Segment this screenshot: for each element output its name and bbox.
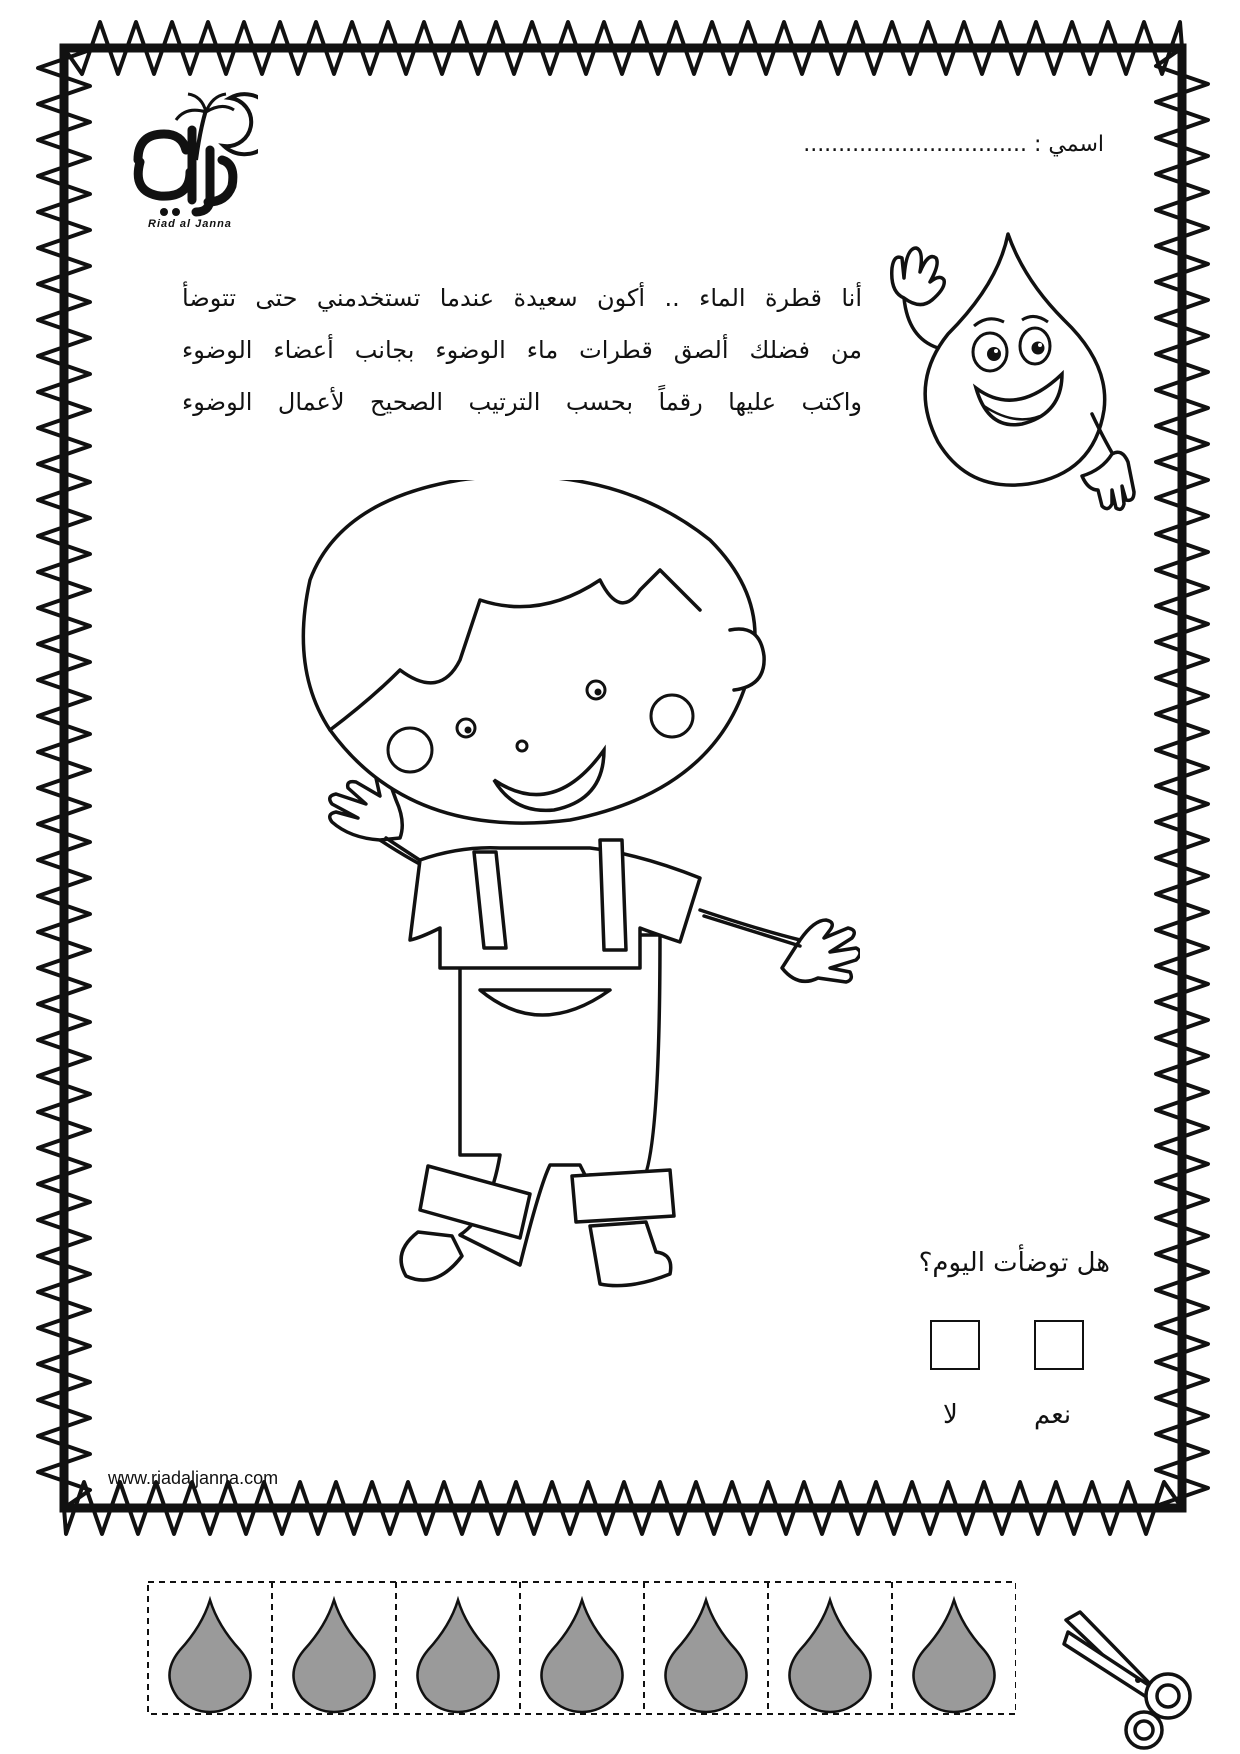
name-blank: ................................ <box>803 132 1027 157</box>
boy-illustration-icon <box>300 480 860 1310</box>
water-drop-character-icon <box>880 228 1140 528</box>
instruction-line: أنا قطرة الماء .. أكون سعيدة عندما تستخدمني حتى تتوضأ <box>182 284 862 312</box>
instruction-line: من فضلك ألصق قطرات ماء الوضوء بجانب أعضاء الوضوء <box>182 336 862 364</box>
cut-drop-icon[interactable] <box>417 1600 498 1712</box>
no-label: لا <box>943 1400 958 1430</box>
cut-drop-icon[interactable] <box>293 1600 374 1712</box>
yes-label: نعم <box>1034 1400 1072 1430</box>
instruction-line: واكتب عليها رقماً بحسب الترتيب الصحيح لأعمال الوضوء <box>182 388 862 416</box>
no-checkbox[interactable] <box>930 1320 980 1370</box>
instructions <box>182 272 862 428</box>
cut-drop-icon[interactable] <box>913 1600 994 1712</box>
question-text: هل توضأت اليوم؟ <box>918 1248 1110 1278</box>
cut-out-drops-strip <box>146 1580 1016 1720</box>
yes-checkbox[interactable] <box>1034 1320 1084 1370</box>
cut-drop-icon[interactable] <box>541 1600 622 1712</box>
website-link[interactable]: www.riadaljanna.com <box>108 1468 279 1488</box>
scissors-icon <box>1062 1600 1212 1750</box>
cut-drop-icon[interactable] <box>665 1600 746 1712</box>
cut-drop-icon[interactable] <box>169 1600 250 1712</box>
name-label: اسمي : <box>1033 132 1104 157</box>
name-field[interactable] <box>803 132 1104 157</box>
logo-text: Riad al Janna <box>148 218 232 230</box>
cut-drop-icon[interactable] <box>789 1600 870 1712</box>
